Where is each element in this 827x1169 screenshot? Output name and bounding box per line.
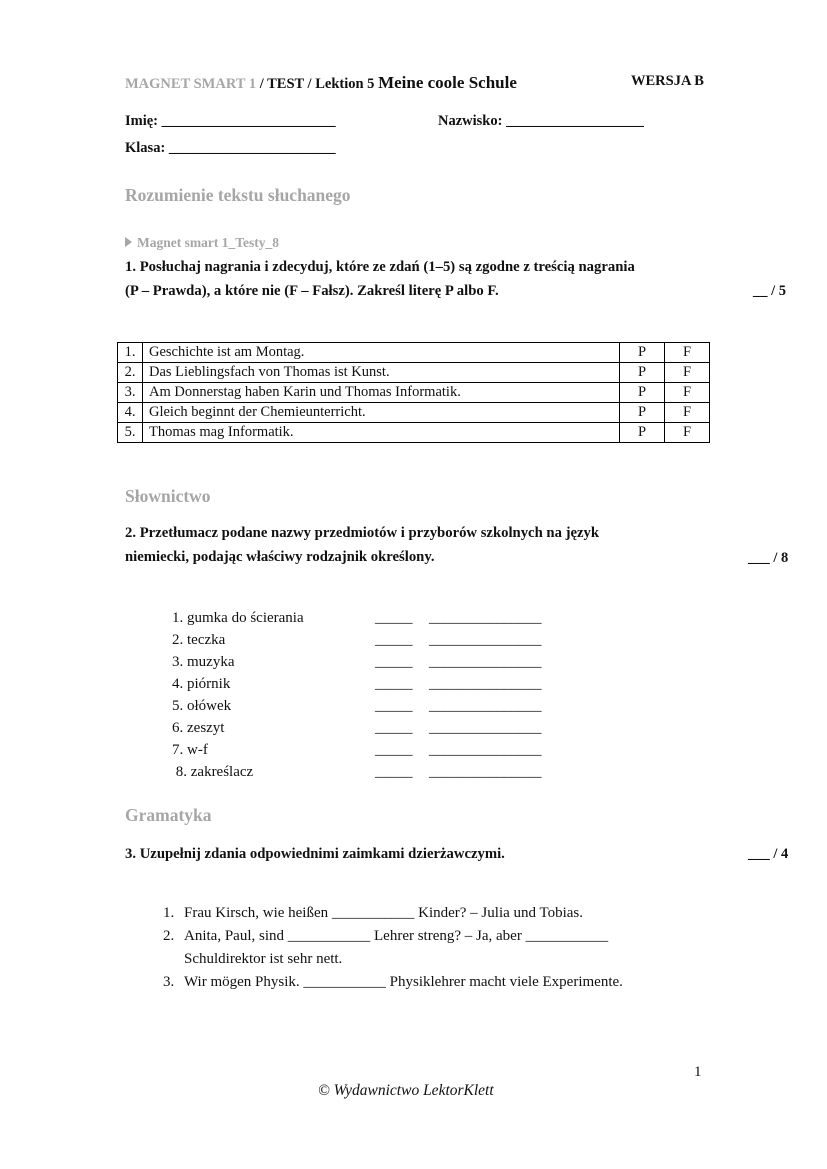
task-3-instruction: 3. Uzupełnij zdania odpowiednimi zaimkami dzierżawczymi. [125,846,505,862]
article-blank[interactable]: _____ [375,720,413,736]
task-1-line-1: 1. Posłuchaj nagrania i zdecyduj, które ze zdań (1–5) są zgodne z treścią nagrania [125,259,635,275]
test-header [125,73,704,93]
test-label: / TEST / Lektion 5 [256,76,379,92]
audio-track[interactable] [125,235,279,251]
noun-blank[interactable]: _______________ [429,654,542,670]
section-vocabulary-title: Słownictwo [125,486,211,506]
vocab-word: 7. w-f [172,742,208,758]
vocab-word: 8. zakreślacz [172,764,254,780]
statement-number: 5. [118,423,143,443]
article-blank[interactable]: _____ [375,676,413,692]
task-1-instruction [125,255,635,303]
surname-line: ___________________ [506,113,644,129]
statement-text: Gleich beginnt der Chemieunterricht. [143,403,620,423]
vocabulary-list [172,607,592,783]
grammar-item-text[interactable]: Wir mögen Physik. ___________ Physiklehrer macht viele Experimente. [184,974,623,990]
article-blank[interactable]: _____ [375,610,413,626]
vocab-word: 5. ołówek [172,698,232,714]
list-item [172,607,592,629]
noun-blank[interactable]: _______________ [429,720,542,736]
grammar-item [163,971,623,994]
statement-text: Thomas mag Informatik. [143,423,620,443]
table-row [118,363,710,383]
class-line: _______________________ [168,140,336,156]
article-blank[interactable]: _____ [375,654,413,670]
grammar-item [163,902,623,925]
task-2-line-2: niemiecki, podając właściwy rodzajnik określony. [125,549,435,565]
grammar-item-continuation: Schuldirektor ist sehr nett. [184,951,343,967]
list-item [172,673,592,695]
grammar-item-text[interactable]: Frau Kirsch, wie heißen ___________ Kinder? – Julia und Tobias. [184,905,584,921]
option-p[interactable]: P [620,363,665,383]
vocab-word: 6. zeszyt [172,720,225,736]
name-field[interactable] [125,113,336,130]
grammar-item-number: 2. [163,928,175,944]
true-false-table [117,342,710,443]
play-icon[interactable] [125,237,132,247]
version-label: WERSJA B [631,73,704,89]
section-grammar-title: Gramatyka [125,805,212,825]
class-label: Klasa: [125,140,166,156]
class-field[interactable] [125,140,336,157]
task-2-line-1: 2. Przetłumacz podane nazwy przedmiotów i przyborów szkolnych na język [125,525,600,541]
section-listening-title: Rozumienie tekstu słuchanego [125,185,351,205]
task-2-score: ___ / 8 [748,550,789,566]
list-item [172,695,592,717]
grammar-item [163,925,623,971]
statement-text: Geschichte ist am Montag. [143,343,620,363]
list-item [172,739,592,761]
task-1-line-2: (P – Prawda), a które nie (F – Fałsz). Zakreśl literę P albo F. [125,283,499,299]
noun-blank[interactable]: _______________ [429,632,542,648]
statement-number: 4. [118,403,143,423]
noun-blank[interactable]: _______________ [429,610,542,626]
statement-number: 2. [118,363,143,383]
list-item [172,651,592,673]
vocab-word: 2. teczka [172,632,226,648]
vocab-word: 4. piórnik [172,676,231,692]
lesson-title: Meine coole Schule [378,73,517,92]
option-f[interactable]: F [665,363,710,383]
grammar-item-text[interactable]: Anita, Paul, sind ___________ Lehrer streng? – Ja, aber ___________ [184,928,609,944]
task-3-score: ___ / 4 [748,846,789,862]
task-2-instruction [125,521,599,569]
list-item [172,761,592,783]
statement-number: 3. [118,383,143,403]
vocab-word: 1. gumka do ścierania [172,610,304,626]
name-line: ________________________ [161,113,336,129]
article-blank[interactable]: _____ [375,742,413,758]
vocab-word: 3. muzyka [172,654,235,670]
table-row [118,383,710,403]
option-f[interactable]: F [665,403,710,423]
noun-blank[interactable]: _______________ [429,676,542,692]
option-p[interactable]: P [620,343,665,363]
list-item [172,629,592,651]
noun-blank[interactable]: _______________ [429,742,542,758]
table-row [118,343,710,363]
table-row [118,403,710,423]
noun-blank[interactable]: _______________ [429,764,542,780]
article-blank[interactable]: _____ [375,764,413,780]
surname-field[interactable] [438,113,644,130]
option-f[interactable]: F [665,383,710,403]
surname-label: Nazwisko: [438,113,503,129]
task-1-score: __ / 5 [753,283,787,299]
noun-blank[interactable]: _______________ [429,698,542,714]
grammar-item-number: 1. [163,905,175,921]
copyright: © Wydawnictwo LektorKlett [318,1082,494,1099]
page-number: 1 [694,1064,702,1080]
name-label: Imię: [125,113,159,129]
option-p[interactable]: P [620,423,665,443]
option-f[interactable]: F [665,423,710,443]
option-p[interactable]: P [620,403,665,423]
grammar-item-number: 3. [163,974,175,990]
option-f[interactable]: F [665,343,710,363]
article-blank[interactable]: _____ [375,632,413,648]
statement-text: Am Donnerstag haben Karin und Thomas Informatik. [143,383,620,403]
list-item [172,717,592,739]
audio-track-label: Magnet smart 1_Testy_8 [137,235,279,250]
statement-number: 1. [118,343,143,363]
statement-text: Das Lieblingsfach von Thomas ist Kunst. [143,363,620,383]
table-row [118,423,710,443]
grammar-list [163,902,623,994]
option-p[interactable]: P [620,383,665,403]
article-blank[interactable]: _____ [375,698,413,714]
series-name: MAGNET SMART 1 [125,76,257,92]
